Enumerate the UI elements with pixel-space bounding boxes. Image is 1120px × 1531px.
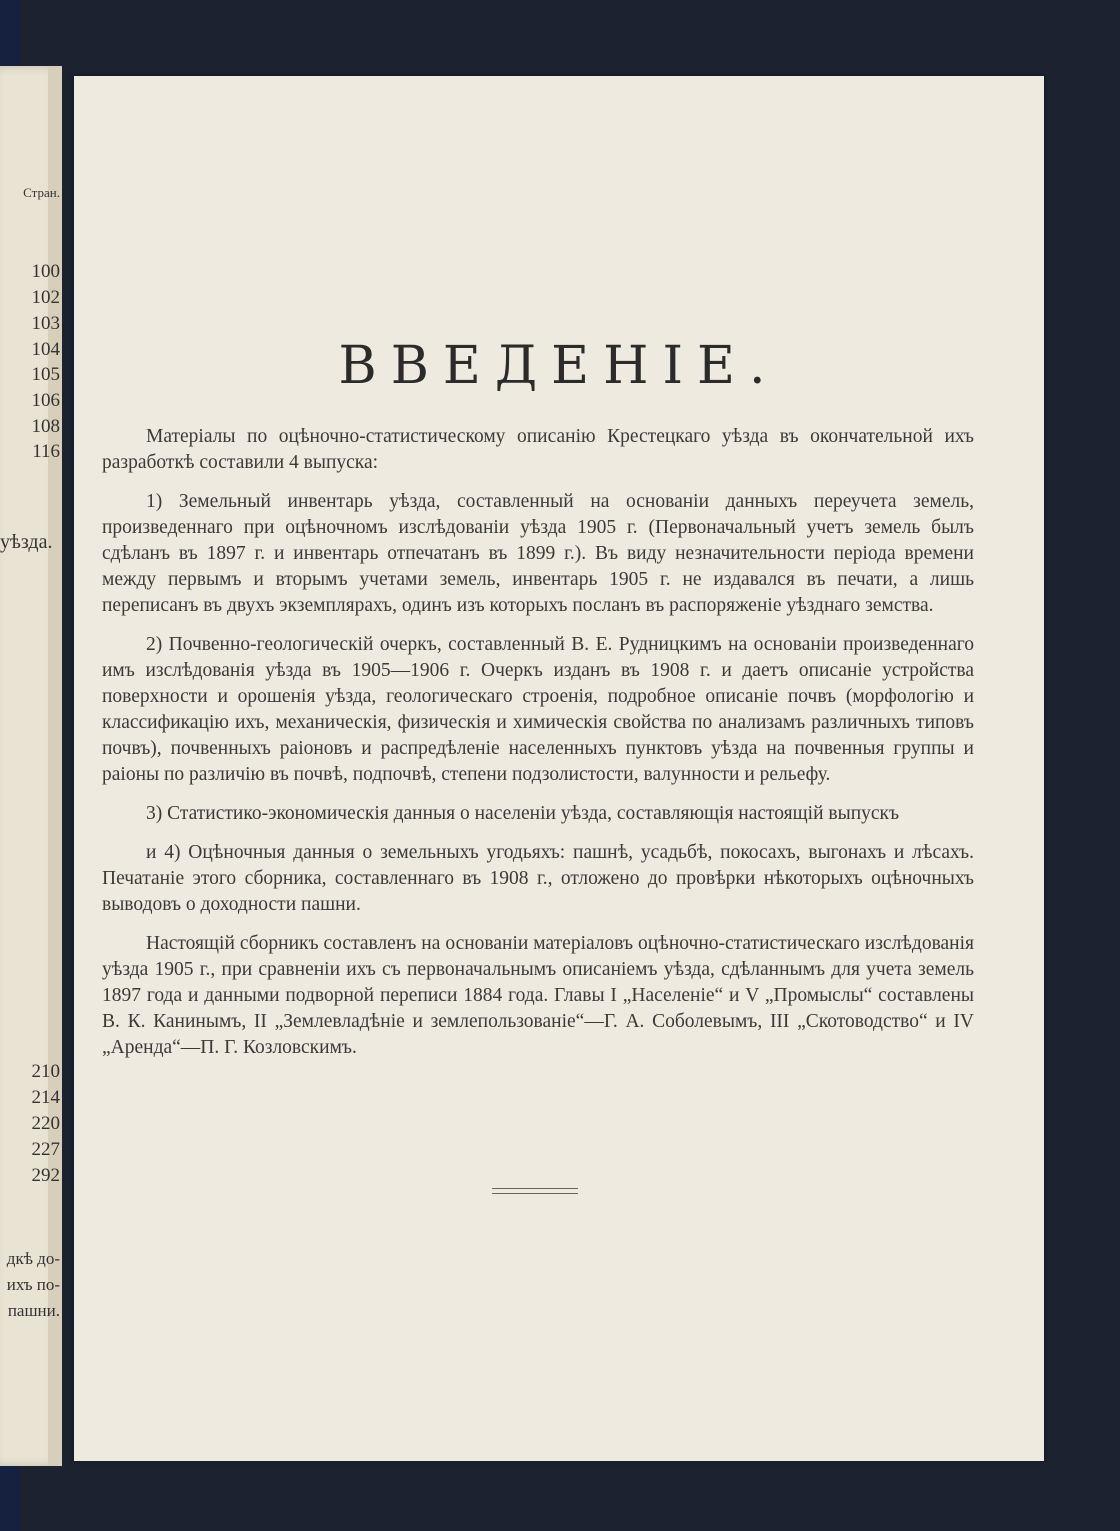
left-page-number: 108 <box>31 416 60 437</box>
left-page-number: 214 <box>31 1087 60 1108</box>
left-page-number: 292 <box>31 1165 60 1186</box>
left-word: уѣзда. <box>0 531 53 553</box>
document-page <box>74 76 1044 1461</box>
left-header: Стран. <box>23 185 60 200</box>
document-body <box>102 424 974 1074</box>
left-page-number: 116 <box>32 441 60 462</box>
left-page-number: 210 <box>31 1061 60 1082</box>
left-page-number: 103 <box>31 313 60 334</box>
paragraph: 3) Статистико-экономическія данныя о населеніи уѣзда, составляющія настоящій выпускъ <box>146 803 900 824</box>
paragraph: Настоящій сборникъ составленъ на основаніи матеріаловъ оцѣночно-статистическаго изслѣдованія уѣзда 1905 г., при сравненіи ихъ съ первоначальнымъ описаніемъ уѣзда, сдѣланнымъ для учета земель 1897 года и данными подворной переписи 1884 года. Главы I „Населеніе“ и V „Промыслы“ составлены В. К. Канинымъ, II „Землевладѣніе и землепользованіе“—Г. А. Соболевымъ, III „Скотоводство“ и IV „Аренда“—П. Г. Козловскимъ. <box>102 933 974 1058</box>
left-page-fragment <box>0 66 62 1466</box>
paragraph: 1) Земельный инвентарь уѣзда, составленный на основаніи данныхъ переучета земель, произведеннаго при оцѣночномъ изслѣдованіи уѣзда 1905 г. (Первоначальный учетъ земель былъ сдѣланъ въ 1897 г. и инвентарь отпечатанъ въ 1899 г.). Въ виду незначительности періода времени между первымъ и вторымъ учетами земель, инвентарь 1905 г. не издавался въ печати, а лишь переписанъ въ двухъ экземплярахъ, одинъ изъ которыхъ посланъ въ распоряженіе уѣзднаго земства. <box>102 491 974 616</box>
paragraph: и 4) Оцѣночныя данныя о земельныхъ угодьяхъ: пашнѣ, усадьбѣ, покосахъ, выгонахъ и лѣсахъ. Печатаніе этого сборника, составленнаго въ 1908 г., отложено до провѣрки нѣкоторыхъ оцѣночныхъ выводовъ о доходности пашни. <box>102 842 974 915</box>
paragraph: Матеріалы по оцѣночно-статистическому описанію Крестецкаго уѣзда въ окончательной ихъ разработкѣ составили 4 выпуска: <box>102 426 974 473</box>
left-text-line: дкѣ до- <box>6 1249 60 1268</box>
left-text-line: пашни. <box>7 1301 60 1320</box>
left-page-number: 105 <box>31 364 60 385</box>
left-text-line: ихъ по- <box>6 1275 60 1294</box>
closing-double-rule <box>492 1188 578 1194</box>
left-page-number: 220 <box>31 1113 60 1134</box>
left-page-number: 100 <box>31 261 60 282</box>
left-page-number: 106 <box>31 390 60 411</box>
left-page-number: 227 <box>31 1139 60 1160</box>
left-page-number: 102 <box>31 287 60 308</box>
page-title: ВВЕДЕНIЕ. <box>338 336 780 396</box>
paragraph: 2) Почвенно-геологическій очеркъ, составленный В. Е. Рудницкимъ на основаніи произведеннаго имъ изслѣдованія уѣзда въ 1905—1906 г. Очеркъ изданъ въ 1908 г. и даетъ описаніе устройства поверхности и орошенія уѣзда, геологическаго строенія, подробное описаніе почвъ (морфологію и классификацію ихъ, механическія, физическія и химическія свойства по анализамъ различныхъ типовъ почвъ), почвенныхъ раіоновъ и распредѣленіе населенныхъ пунктовъ уѣзда на почвенныя группы и раіоны по различію въ почвѣ, подпочвѣ, степени подзолистости, валунности и рельефу. <box>102 634 974 785</box>
left-page-number: 104 <box>31 339 60 360</box>
